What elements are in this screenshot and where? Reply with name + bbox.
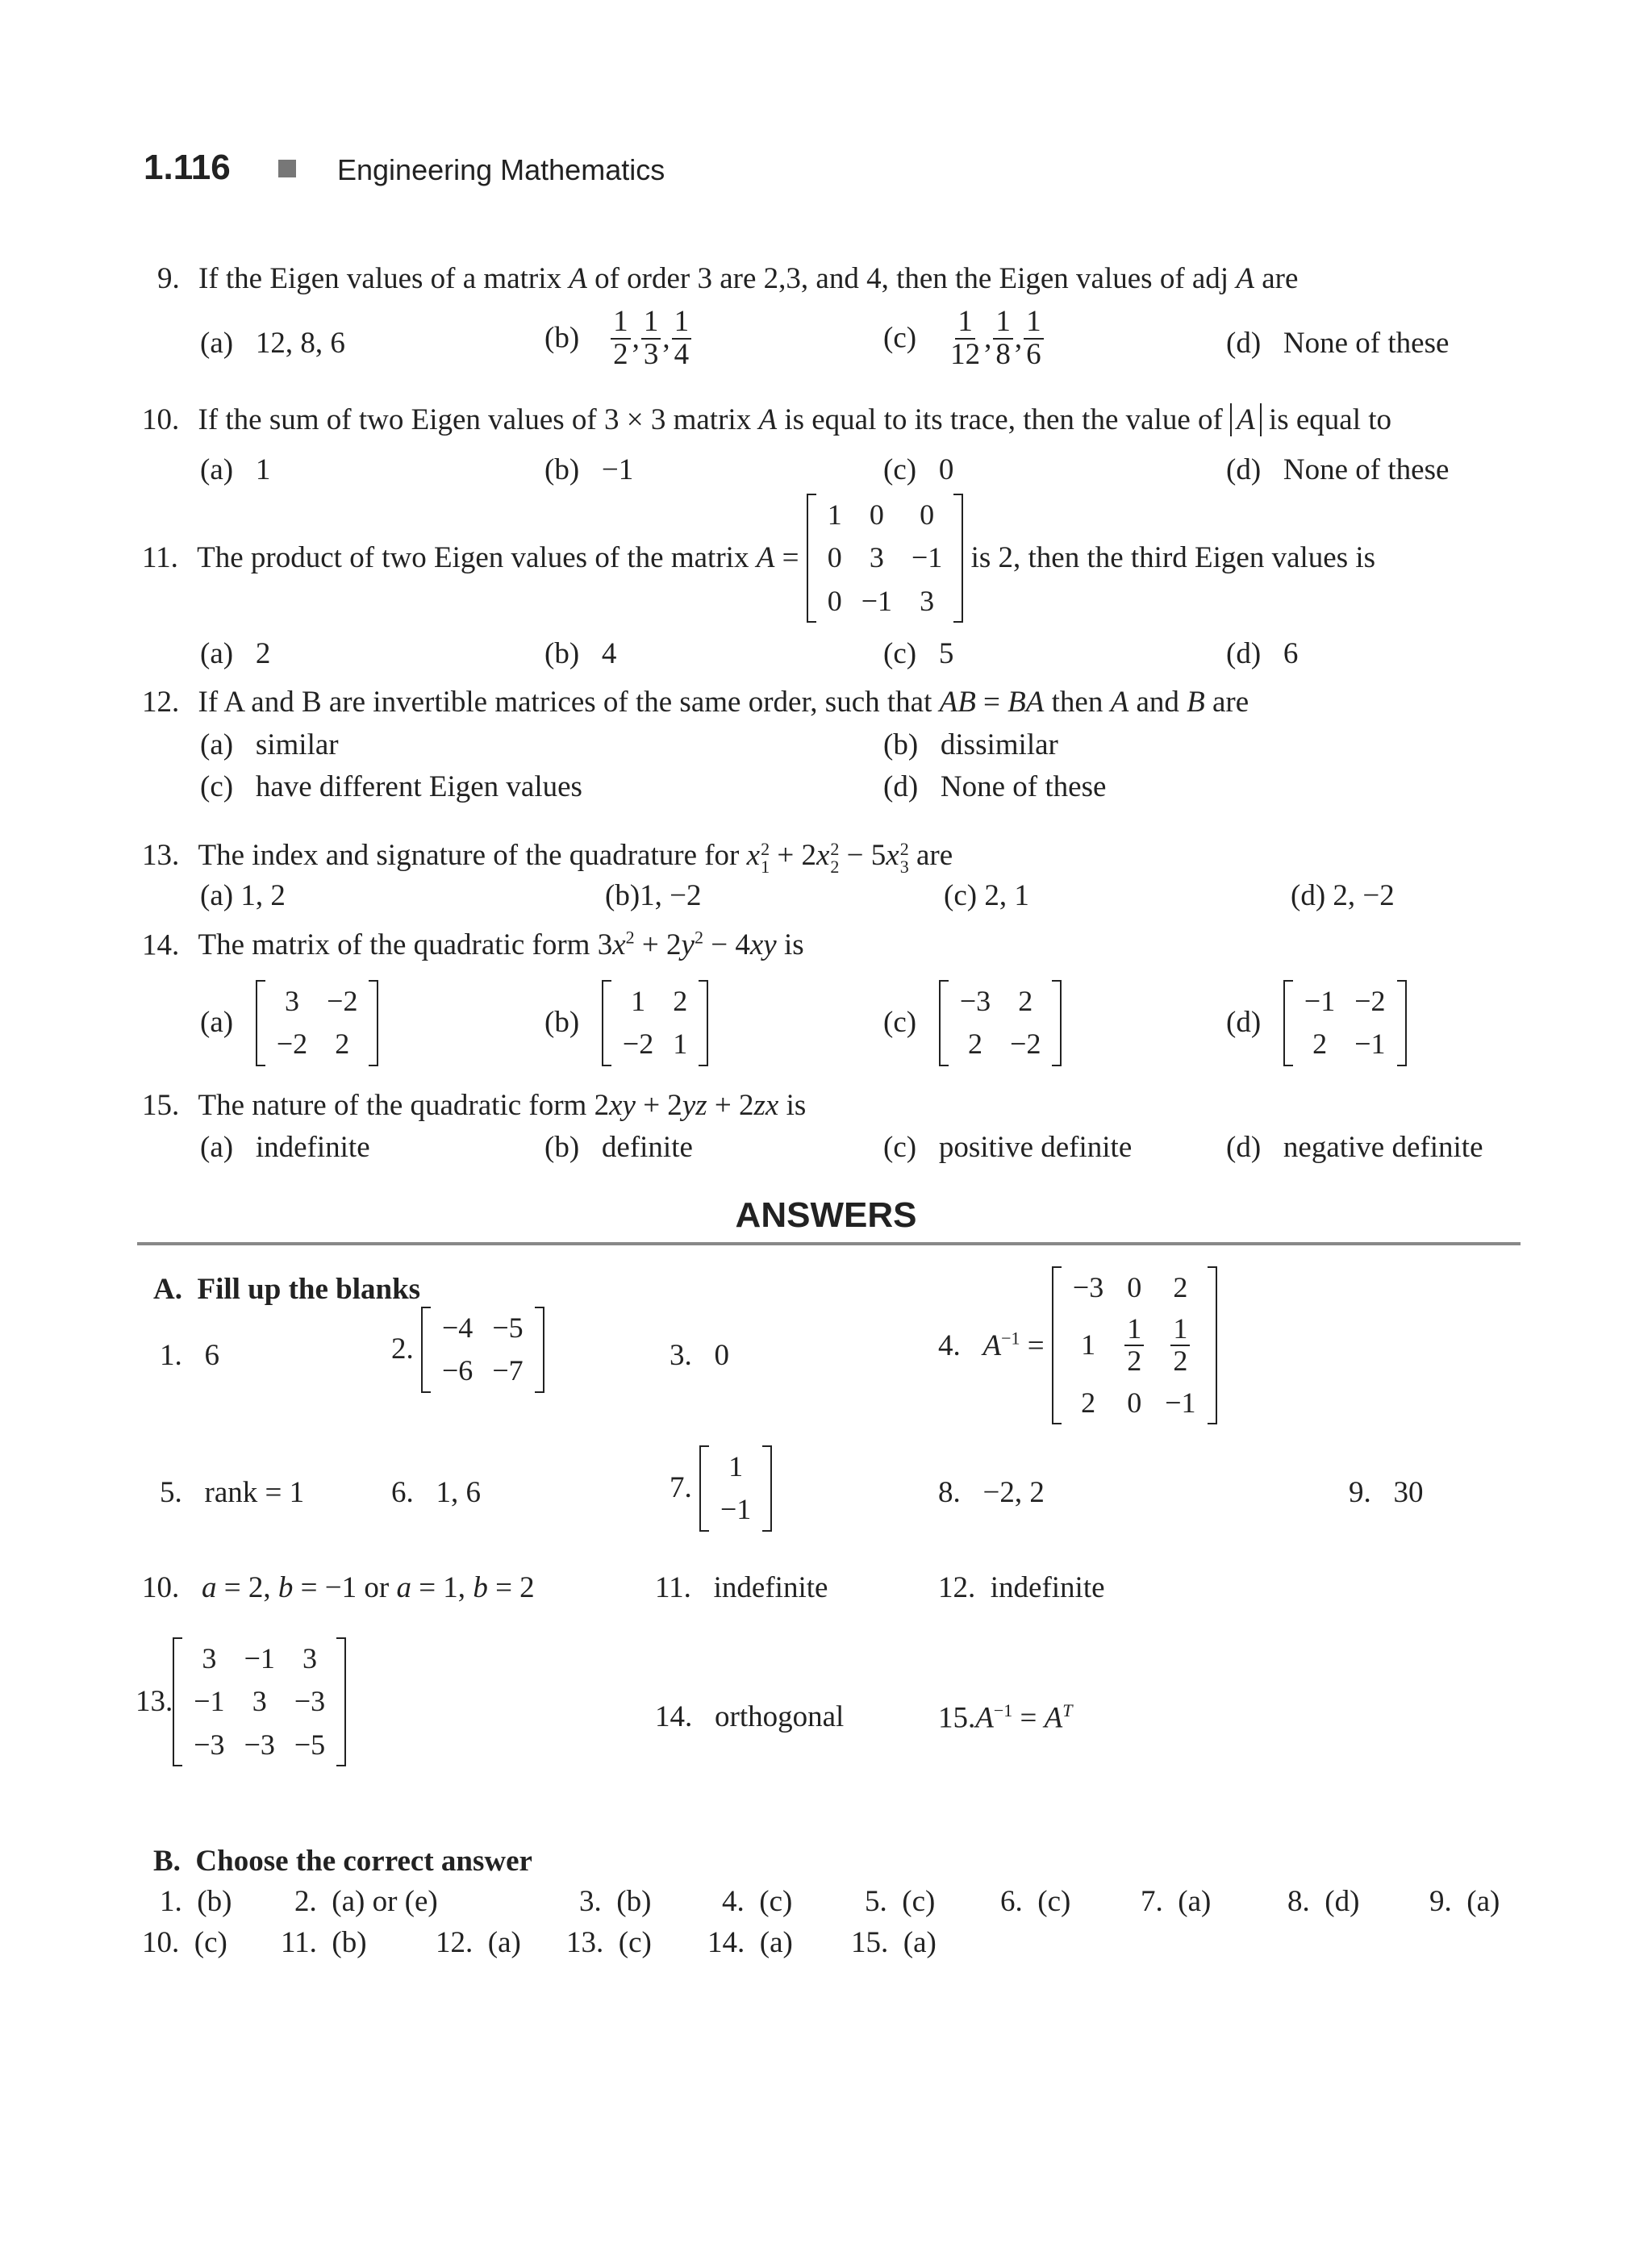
question-13 xyxy=(142,839,953,876)
q9-option-a: (a) 12, 8, 6 xyxy=(200,327,345,360)
q12-option-a: (a) similar xyxy=(200,728,339,761)
section-a-title: A. Fill up the blanks xyxy=(153,1273,421,1306)
q9-option-d: (d) None of these xyxy=(1226,327,1450,360)
answer-a6: 6. 1, 6 xyxy=(391,1476,481,1509)
answer-a13: 13. 3 −1 3 −1 3 −3 −3 −3 −5 xyxy=(136,1637,346,1766)
q12-option-b: (b) dissimilar xyxy=(883,728,1058,761)
matrix-a: 1 0 0 0 3 −1 0 −1 3 xyxy=(807,494,964,623)
mcq-answer: 11. (b) xyxy=(281,1926,367,1959)
q11-option-b: (b) 4 xyxy=(544,637,617,670)
q12-option-d: (d) None of these xyxy=(883,770,1107,803)
q11-option-a: (a) 2 xyxy=(200,637,271,670)
q15-option-b: (b) definite xyxy=(544,1131,693,1164)
mcq-answer: 7. (a) xyxy=(1141,1885,1212,1918)
question-10 xyxy=(142,403,1391,438)
answers-divider xyxy=(137,1242,1521,1245)
header-square-icon xyxy=(278,160,296,177)
q13-option-c: (c) 2, 1 xyxy=(944,879,1029,912)
question-14 xyxy=(142,928,804,963)
question-9 xyxy=(157,262,1298,297)
q15-option-a: (a) indefinite xyxy=(200,1131,370,1164)
matrix: −1 −2 2 −1 xyxy=(1283,980,1407,1066)
matrix: 3 −1 3 −1 3 −3 −3 −3 −5 xyxy=(173,1637,346,1766)
mcq-answer: 2. (a) or (e) xyxy=(294,1885,438,1918)
mcq-answer: 6. (c) xyxy=(1000,1885,1071,1918)
fraction-list: $\frac{1}{12}$ , $\frac{1}{8}$ , $\frac{1}{6}$ xyxy=(946,306,1045,371)
fraction-list: $\frac{1}{2}$ , $\frac{1}{3}$ , $\frac{1}{4}$ xyxy=(609,306,693,371)
q14-option-c: (c) −3 2 2 −2 xyxy=(883,980,1062,1066)
answer-a4: 4. $A^{-1}$ = −3 0 2 1 $\frac{1}{2}$ $\frac{1}{2}$ 2 0 −1 xyxy=(938,1266,1217,1424)
mcq-answer: 4. (c) xyxy=(722,1885,793,1918)
mcq-answer: 15. (a) xyxy=(851,1926,937,1959)
question-text: The nature of the quadratic form 2xy + 2yz + 2zx is xyxy=(198,1089,807,1122)
question-number: 11. xyxy=(142,540,178,574)
matrix: 1 −1 xyxy=(699,1445,772,1532)
question-15 xyxy=(142,1089,806,1124)
answer-a12: 12. indefinite xyxy=(938,1571,1105,1604)
q11-option-c: (c) 5 xyxy=(883,637,954,670)
matrix: −3 2 2 −2 xyxy=(939,980,1062,1066)
answer-a14: 14. orthogonal xyxy=(655,1700,845,1733)
question-text: If the sum of two Eigen values of 3 × 3 matrix A is equal to its trace, then the value of A is equal to xyxy=(198,403,1392,436)
matrix: −3 0 2 1 $\frac{1}{2}$ $\frac{1}{2}$ 2 0 −1 xyxy=(1052,1266,1217,1424)
question-11 xyxy=(142,494,1375,623)
question-number: 14. xyxy=(142,928,180,962)
matrix: 1 2 −2 1 xyxy=(602,980,708,1066)
question-text: The matrix of the quadratic form $3x^2 + 2y^2 - 4xy$ is xyxy=(198,928,804,962)
mcq-answer: 10. (c) xyxy=(142,1926,227,1959)
mcq-answer: 1. (b) xyxy=(160,1885,232,1918)
mcq-answer: 8. (d) xyxy=(1287,1885,1360,1918)
question-number: 13. xyxy=(142,839,180,872)
q10-option-c: (c) 0 xyxy=(883,453,954,486)
q13-option-a: (a) 1, 2 xyxy=(200,879,286,912)
q10-option-d: (d) None of these xyxy=(1226,453,1450,486)
mcq-answer: 13. (c) xyxy=(566,1926,652,1959)
q14-option-d: (d) −1 −2 2 −1 xyxy=(1226,980,1407,1066)
question-text: The index and signature of the quadrature for x 2 1 + 2x 2 2 − 5x 2 3 are xyxy=(198,838,953,877)
question-text-after: is 2, then the third Eigen values is xyxy=(970,540,1376,574)
question-text: If the Eigen values of a matrix A of order 3 are 2,3, and 4, then the Eigen values of adj A are xyxy=(198,262,1299,295)
q11-option-d: (d) 6 xyxy=(1226,637,1299,670)
answer-a8: 8. −2, 2 xyxy=(938,1476,1045,1509)
q13-option-b: (b)1, −2 xyxy=(605,879,702,912)
mcq-answer: 14. (a) xyxy=(707,1926,793,1959)
q10-option-b: (b) −1 xyxy=(544,453,634,486)
question-12 xyxy=(142,686,1249,720)
page-number: 1.116 xyxy=(144,148,231,187)
answer-a9: 9. 30 xyxy=(1349,1476,1424,1509)
question-number: 10. xyxy=(142,403,180,436)
q9-option-b: (b) $\frac{1}{2}$ , $\frac{1}{3}$ , $\frac{1}{4}$ xyxy=(544,306,693,371)
q15-option-d: (d) negative definite xyxy=(1226,1131,1483,1164)
matrix: 3 −2 −2 2 xyxy=(256,980,379,1066)
question-number: 9. xyxy=(157,262,180,295)
q14-option-b: (b) 1 2 −2 1 xyxy=(544,980,708,1066)
question-text: The product of two Eigen values of the matrix A = xyxy=(197,540,799,574)
answer-a2: 2. −4 −5 −6 −7 xyxy=(391,1307,544,1393)
question-text: If A and B are invertible matrices of the same order, such that AB = BA then A and B are xyxy=(198,686,1249,719)
question-number: 12. xyxy=(142,686,180,719)
answer-a11: 11. indefinite xyxy=(655,1571,828,1604)
q14-option-a: (a) 3 −2 −2 2 xyxy=(200,980,378,1066)
question-number: 15. xyxy=(142,1089,180,1122)
answer-a7: 7. 1 −1 xyxy=(670,1445,772,1532)
answer-a1: 1. 6 xyxy=(160,1339,219,1372)
answer-a5: 5. rank = 1 xyxy=(160,1476,305,1509)
mcq-answer: 12. (a) xyxy=(436,1926,521,1959)
q10-option-a: (a) 1 xyxy=(200,453,271,486)
mcq-answer: 9. (a) xyxy=(1429,1885,1500,1918)
section-b-title: B. Choose the correct answer xyxy=(153,1845,532,1878)
book-title: Engineering Mathematics xyxy=(337,153,665,186)
answer-a3: 3. 0 xyxy=(670,1339,729,1372)
q9-option-c: (c) $\frac{1}{12}$ , $\frac{1}{8}$ , $\frac{1}{6}$ xyxy=(883,306,1045,371)
matrix: −4 −5 −6 −7 xyxy=(421,1307,544,1393)
answer-a15: $15.A^{-1} = A^T$ xyxy=(938,1700,1073,1735)
q13-option-d: (d) 2, −2 xyxy=(1291,879,1395,912)
answers-heading: ANSWERS xyxy=(735,1195,917,1235)
mcq-answer: 5. (c) xyxy=(865,1885,936,1918)
mcq-answer: 3. (b) xyxy=(579,1885,652,1918)
answer-a10: 10. a = 2, b = −1 or a = 1, b = 2 xyxy=(142,1571,535,1604)
q12-option-c: (c) have different Eigen values xyxy=(200,770,582,803)
q15-option-c: (c) positive definite xyxy=(883,1131,1133,1164)
